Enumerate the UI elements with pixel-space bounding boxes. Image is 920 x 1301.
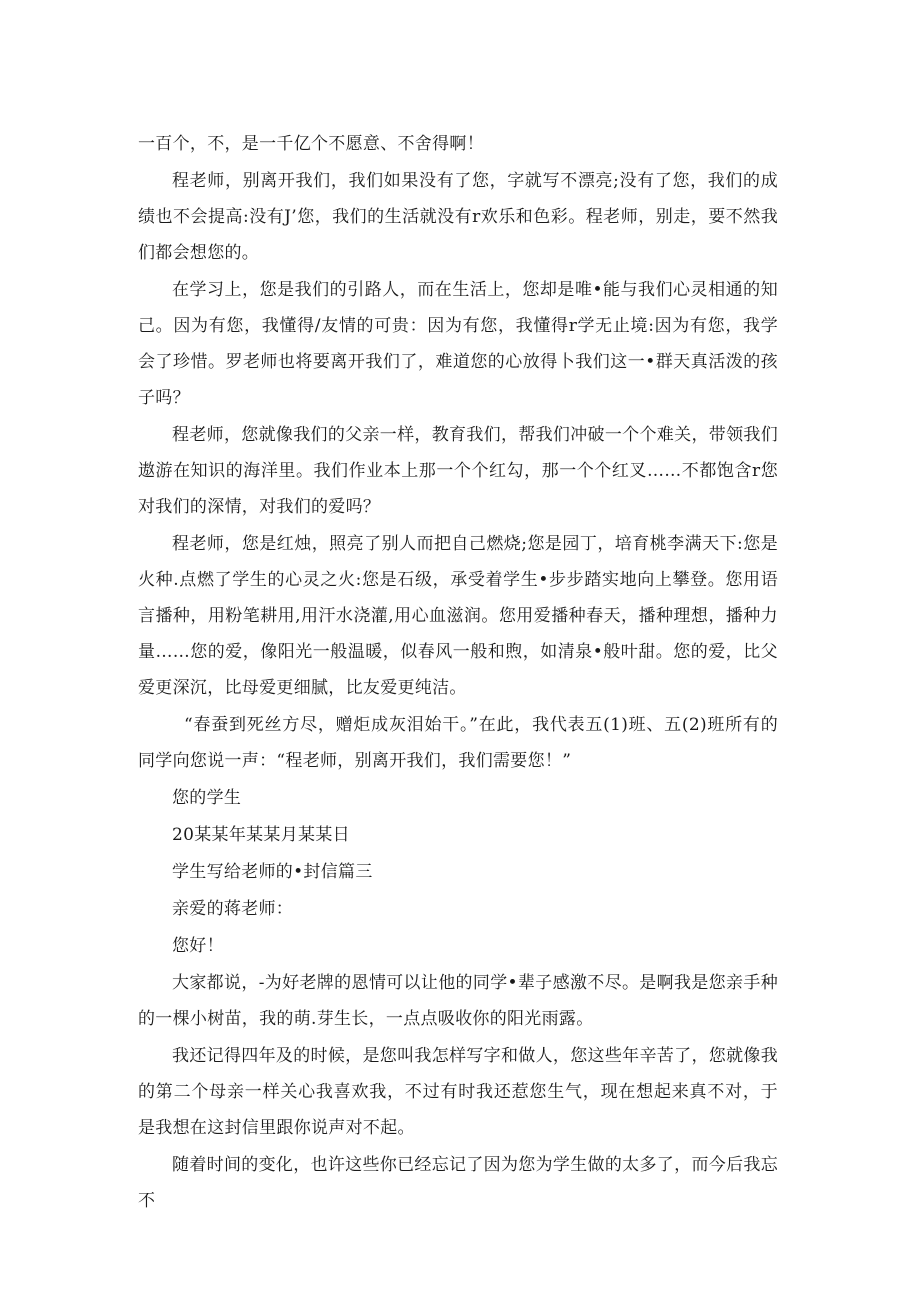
letter-body xyxy=(138,126,778,1220)
paragraph-continuation: 一百个，不，是一千亿个不愿意、不舍得啊！ xyxy=(138,134,484,154)
paragraph-guide: 在学习上，您是我们的引路人，而在生活上，您却是唯•能与我们心灵相通的知己。因为有您，我懂得/友情的可贵：因为有您，我懂得r学无止境:因为有您，我学会了珍惜。罗老师也将要离开我们了，难道您的心放得卜我们这一•群天真活泼的孩子吗？ xyxy=(138,280,778,408)
date-line: 20某某年某某月某某日 xyxy=(172,825,350,845)
paragraph-dont-leave: 程老师，别离开我们，我们如果没有了您，字就写不漂亮;没有了您，我们的成绩也不会提高:没有J’您，我们的生活就没有r欢乐和色彩。程老师，别走，要不然我们都会想您的。 xyxy=(138,171,778,263)
paragraph-red-candle: 程老师，您是红烛，照亮了别人而把自己燃烧;您是园丁，培育桃李满天下:您是火种.点燃了学生的心灵之火:您是石级，承受着学生•步步踏实地向上攀登。您用语言播种，用粉笔耕用,用汗水浇灌,用心血滋润。您用爱播种春天，播种理想，播种力量……您的爱，像阳光一般温暖，似春风一般和煦，如清泉•般叶甜。您的爱，比父爱更深沉，比母爱更细腻，比友爱更纯洁。 xyxy=(138,534,778,698)
paragraph-silkworm-quote: “春蚕到死丝方尽，赠炬成灰泪始干。”在此，我代表五(1)班、五(2)班所有的同学向您说一声：“程老师，别离开我们，我们需要您！” xyxy=(138,715,778,771)
salutation: 亲爱的蒋老师： xyxy=(172,899,294,919)
signature-line: 您的学生 xyxy=(172,788,242,808)
greeting: 您好！ xyxy=(172,936,224,956)
paragraph-time-changes: 随着时间的变化，也许这些你已经忘记了因为您为学生做的太多了，而今后我忘不 xyxy=(138,1155,778,1211)
paragraph-like-father: 程老师，您就像我们的父亲一样，教育我们，帮我们冲破一个个难关，带领我们遨游在知识的海洋里。我们作业本上那一个个红勾，那一个个红叉……不都饱含r您对我们的深情，对我们的爱吗？ xyxy=(138,425,778,517)
paragraph-sapling: 大家都说，-为好老牌的恩情可以让他的同学•辈子感激不尽。是啊我是您亲手种的一棵小树苗，我的萌.芽生长，一点点吸收你的阳光雨露。 xyxy=(138,973,778,1029)
paragraph-fourth-grade: 我还记得四年及的时候，是您叫我怎样写字和做人，您这些年辛苦了，您就像我的第二个母亲一样关心我喜欢我，不过有时我还惹您生气，现在想起来真不对，于是我想在这封信里跟你说声对不起。 xyxy=(138,1046,778,1138)
section-title: 学生写给老师的•封信篇三 xyxy=(172,862,373,882)
